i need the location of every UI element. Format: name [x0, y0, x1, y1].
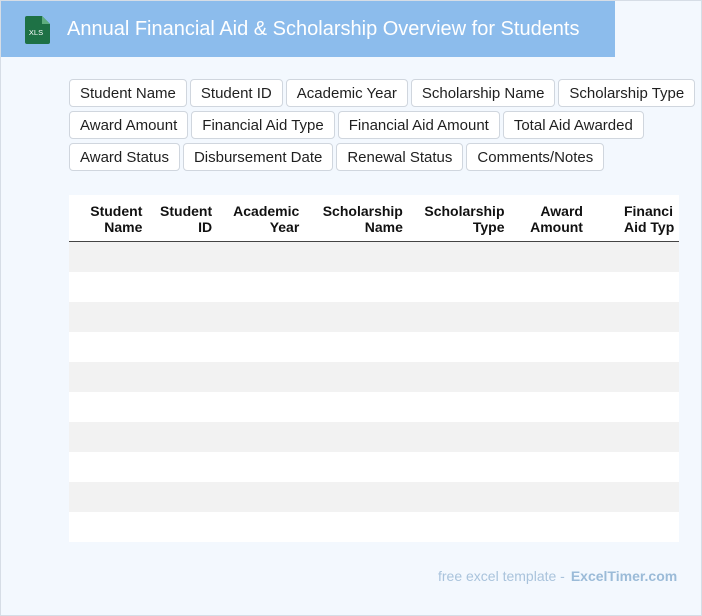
footer-text: free excel template -	[438, 568, 565, 584]
field-chip-comments-notes[interactable]: Comments/Notes	[466, 143, 604, 171]
column-header-line: Year	[269, 219, 300, 235]
footer-brand-link[interactable]: ExcelTimer.com	[570, 568, 678, 584]
table-row[interactable]	[69, 452, 679, 482]
field-chip-total-aid-awarded[interactable]: Total Aid Awarded	[503, 111, 644, 139]
column-header-line: Student	[90, 203, 143, 219]
table-row[interactable]	[69, 482, 679, 512]
table-row[interactable]	[69, 362, 679, 392]
column-header-line: Name	[104, 219, 143, 235]
table-row[interactable]	[69, 332, 679, 362]
footer	[438, 567, 677, 585]
column-header-line: Award	[540, 203, 583, 219]
table-body	[69, 242, 679, 542]
table-row[interactable]	[69, 512, 679, 542]
column-header-line: Financi	[623, 203, 673, 219]
field-chip-renewal-status[interactable]: Renewal Status	[336, 143, 463, 171]
column-header-financial-aid-type[interactable]	[591, 195, 679, 241]
excel-file-icon	[23, 15, 51, 45]
table-header	[69, 195, 679, 242]
column-header-line: Type	[472, 219, 505, 235]
field-chip-financial-aid-type[interactable]: Financial Aid Type	[191, 111, 334, 139]
field-chip-student-id[interactable]: Student ID	[190, 79, 283, 107]
column-header-line: Aid Typ	[623, 219, 675, 235]
field-chip-scholarship-type[interactable]: Scholarship Type	[558, 79, 695, 107]
field-chip-award-status[interactable]: Award Status	[69, 143, 180, 171]
table-row[interactable]	[69, 272, 679, 302]
excel-icon-label: XLS	[28, 28, 44, 37]
column-header-scholarship-name[interactable]	[307, 195, 411, 241]
field-chip-financial-aid-amount[interactable]: Financial Aid Amount	[338, 111, 500, 139]
field-chips	[69, 79, 693, 175]
column-header-line: Scholarship	[424, 203, 505, 219]
table-row[interactable]	[69, 392, 679, 422]
column-header-award-amount[interactable]	[513, 195, 591, 241]
table-row[interactable]	[69, 302, 679, 332]
field-chip-student-name[interactable]: Student Name	[69, 79, 187, 107]
column-header-line: ID	[198, 219, 213, 235]
field-chip-row	[69, 143, 693, 171]
column-header-line: Amount	[530, 219, 583, 235]
column-header-student-id[interactable]	[150, 195, 220, 241]
column-header-line: Academic	[233, 203, 300, 219]
page-title: Annual Financial Aid & Scholarship Overview for Students	[67, 18, 580, 40]
column-header-student-name[interactable]	[69, 195, 150, 241]
table-row[interactable]	[69, 422, 679, 452]
column-header-line: Scholarship	[322, 203, 403, 219]
field-chip-row	[69, 79, 693, 107]
column-header-line: Student	[160, 203, 213, 219]
column-header-scholarship-type[interactable]	[411, 195, 513, 241]
field-chip-academic-year[interactable]: Academic Year	[286, 79, 408, 107]
column-header-line: Name	[364, 219, 403, 235]
field-chip-disbursement-date[interactable]: Disbursement Date	[183, 143, 333, 171]
data-table	[69, 195, 679, 542]
table-row[interactable]	[69, 242, 679, 272]
column-header-academic-year[interactable]	[220, 195, 307, 241]
title-bar	[1, 1, 615, 57]
field-chip-scholarship-name[interactable]: Scholarship Name	[411, 79, 556, 107]
field-chip-row	[69, 111, 693, 139]
field-chip-award-amount[interactable]: Award Amount	[69, 111, 188, 139]
